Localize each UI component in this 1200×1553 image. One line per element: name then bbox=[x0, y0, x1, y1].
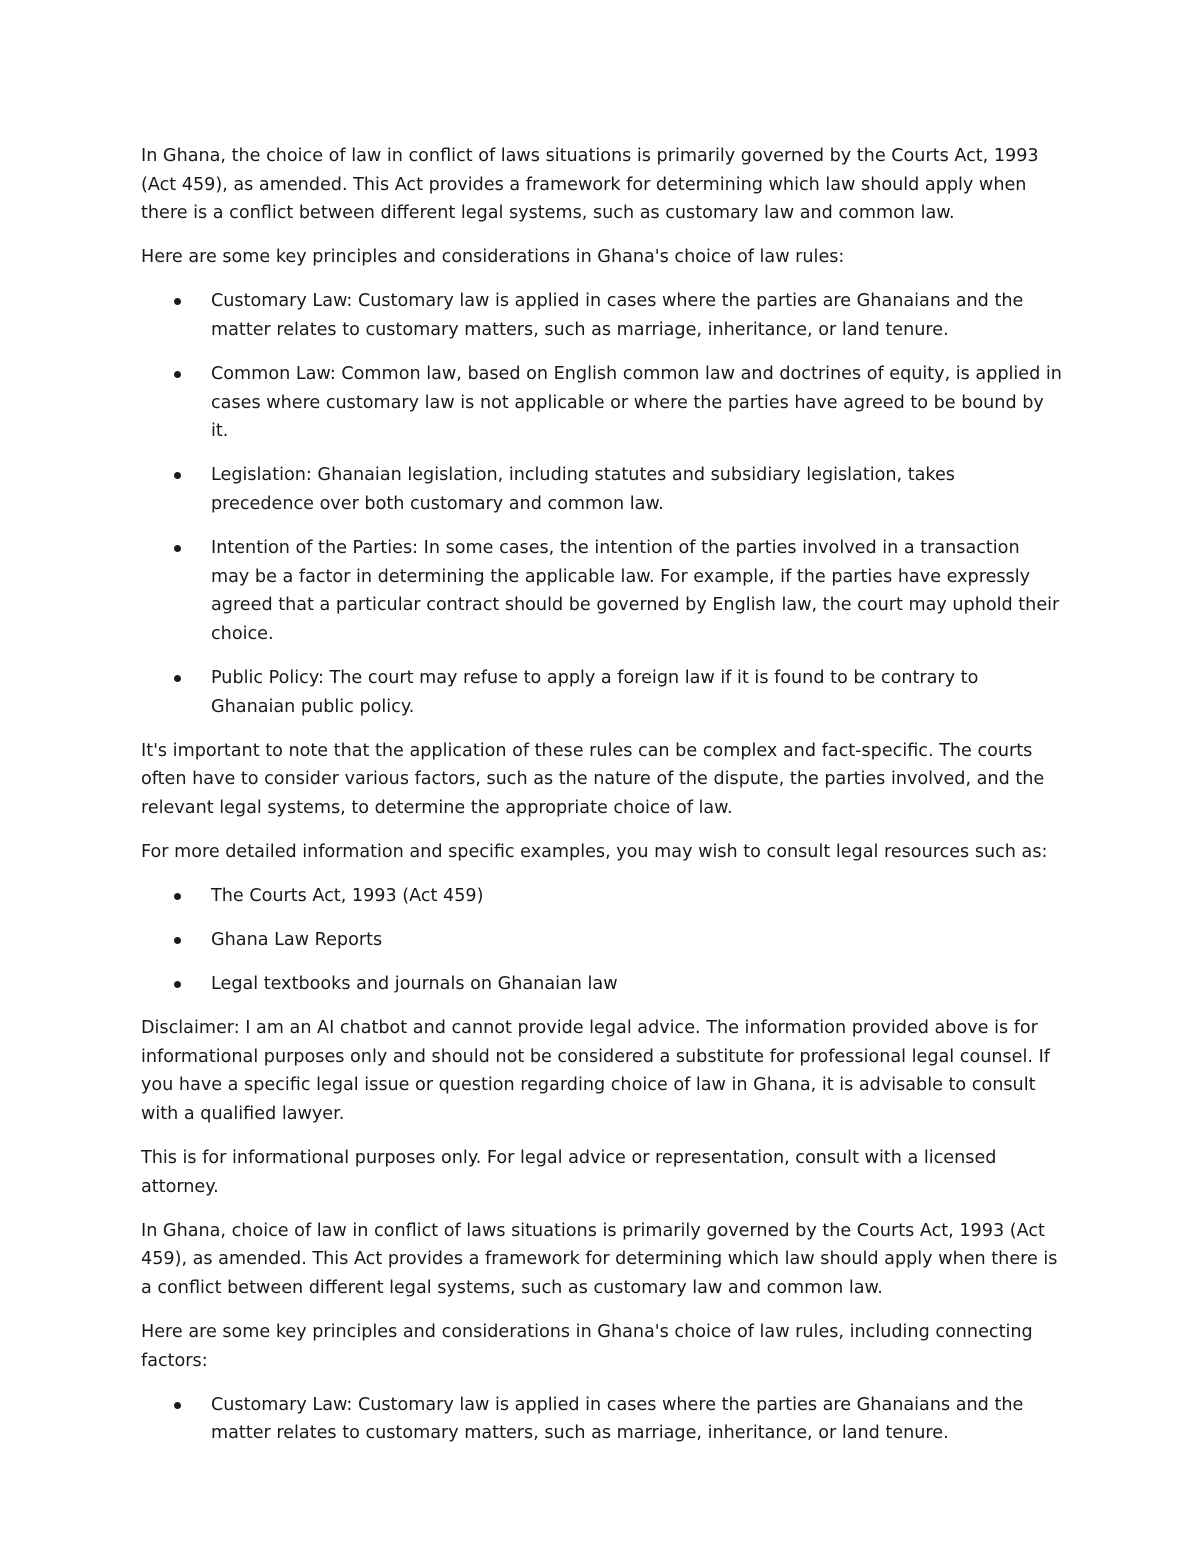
list-item bbox=[141, 926, 1063, 955]
bullet-icon bbox=[174, 545, 181, 552]
list-item bbox=[141, 970, 1063, 999]
list-item bbox=[141, 1391, 1063, 1448]
principles-list-connecting bbox=[141, 1391, 1063, 1448]
list-item-text: Customary Law: Customary law is applied in cases where the parties are Ghanaians and the matter relates to customary matters, such as marriage, inheritance, or land tenure. bbox=[211, 291, 1024, 340]
list-item-text: Legal textbooks and journals on Ghanaian law bbox=[211, 974, 618, 995]
paragraph-intro-repeat: In Ghana, choice of law in conflict of laws situations is primarily governed by the Courts Act, 1993 (Act 459), as amended. This Act provides a framework for determining which law should apply when there is a conflict between different legal systems, such as customary law and common law. bbox=[141, 1220, 1058, 1298]
list-item bbox=[141, 882, 1063, 911]
list-item bbox=[141, 664, 1063, 721]
bullet-icon bbox=[174, 981, 181, 988]
list-item bbox=[141, 461, 1063, 518]
bullet-icon bbox=[174, 1402, 181, 1409]
paragraph-disclaimer: Disclaimer: I am an AI chatbot and cannot provide legal advice. The information provided above is for informational purposes only and should not be considered a substitute for professional legal counsel. If you have a specific legal issue or question regarding choice of law in Ghana, it is advisable to consult with a qualified lawyer. bbox=[141, 1018, 1050, 1125]
bullet-icon bbox=[174, 675, 181, 682]
paragraph-informational-note: This is for informational purposes only. For legal advice or representation, consult with a licensed attorney. bbox=[141, 1148, 997, 1197]
list-item-text: Intention of the Parties: In some cases, the intention of the parties involved in a transaction may be a factor in determining the applicable law. For example, if the parties have expressly agreed that a particular contract should be governed by English law, the court may uphold their choice. bbox=[211, 538, 1060, 644]
paragraph-principles-lead-connecting: Here are some key principles and considerations in Ghana's choice of law rules, including connecting factors: bbox=[141, 1322, 1033, 1371]
principles-list bbox=[141, 287, 1063, 721]
paragraph-principles-lead: Here are some key principles and considerations in Ghana's choice of law rules: bbox=[141, 247, 845, 268]
list-item-text: Common Law: Common law, based on English common law and doctrines of equity, is applied in cases where customary law is not applicable or where the parties have agreed to be bound by it. bbox=[211, 364, 1062, 442]
list-item-text: Ghana Law Reports bbox=[211, 930, 383, 951]
document-body bbox=[141, 142, 1063, 1463]
list-item-text: The Courts Act, 1993 (Act 459) bbox=[211, 885, 484, 906]
bullet-icon bbox=[174, 472, 181, 479]
resources-list bbox=[141, 882, 1063, 999]
paragraph-intro: In Ghana, the choice of law in conflict of laws situations is primarily governed by the Courts Act, 1993 (Act 459), as amended. This Act provides a framework for determining which law should apply when there is a conflict between different legal systems, such as customary law and common law. bbox=[141, 146, 1039, 224]
list-item bbox=[141, 360, 1063, 446]
bullet-icon bbox=[174, 371, 181, 378]
list-item-text: Legislation: Ghanaian legislation, including statutes and subsidiary legislation, takes precedence over both customary and common law. bbox=[211, 465, 955, 514]
list-item bbox=[141, 534, 1063, 648]
bullet-icon bbox=[174, 298, 181, 305]
paragraph-complexity: It's important to note that the application of these rules can be complex and fact-specific. The courts often have to consider various factors, such as the nature of the dispute, the parties involved, and the relevant legal systems, to determine the appropriate choice of law. bbox=[141, 740, 1045, 818]
list-item-text: Customary Law: Customary law is applied in cases where the parties are Ghanaians and the matter relates to customary matters, such as marriage, inheritance, or land tenure. bbox=[211, 1394, 1024, 1444]
list-item bbox=[141, 287, 1063, 344]
bullet-icon bbox=[174, 937, 181, 944]
bullet-icon bbox=[174, 893, 181, 900]
paragraph-resources-lead: For more detailed information and specific examples, you may wish to consult legal resources such as: bbox=[141, 841, 1048, 862]
list-item-text: Public Policy: The court may refuse to apply a foreign law if it is found to be contrary to Ghanaian public policy. bbox=[211, 667, 979, 717]
